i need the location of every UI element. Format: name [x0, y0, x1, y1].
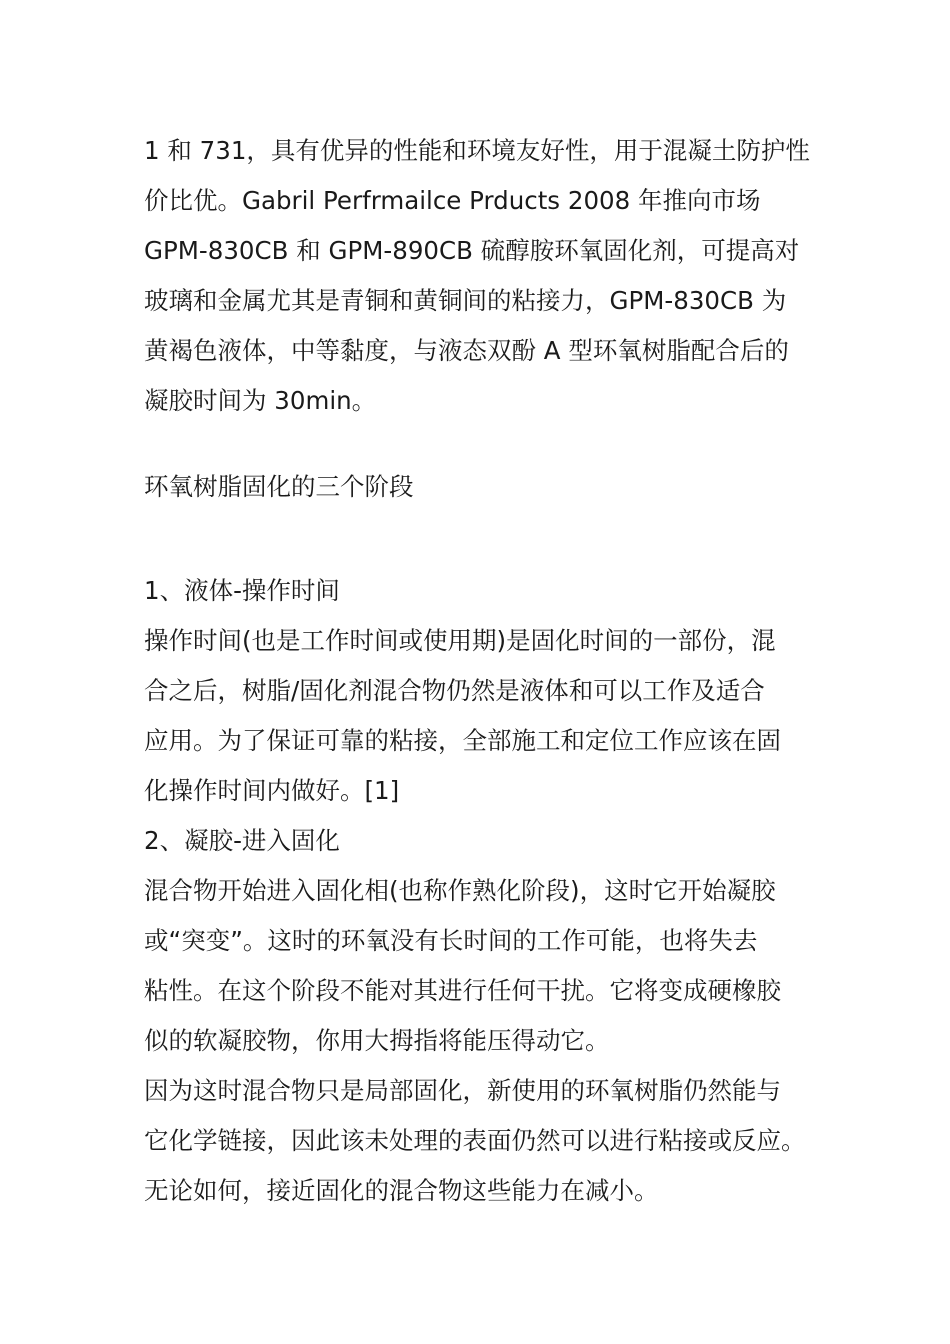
text-line: 或“突变”。这时的环氧没有长时间的工作可能，也将失去 [144, 926, 758, 955]
text-line: 似的软凝胶物，你用大拇指将能压得动它。 [144, 1026, 610, 1055]
text-line: 无论如何，接近固化的混合物这些能力在减小。 [144, 1176, 659, 1205]
stage-1 [144, 566, 834, 816]
stage-2 [144, 816, 834, 1216]
text-line: 玻璃和金属尤其是青铜和黄铜间的粘接力，GPM-830CB 为 [144, 286, 787, 315]
text-line: 1 和 731，具有优异的性能和环境友好性，用于混凝土防护性 [144, 136, 810, 165]
text-line: 粘性。在这个阶段不能对其进行任何干扰。它将变成硬橡胶 [144, 976, 781, 1005]
section-heading: 环氧树脂固化的三个阶段 [144, 472, 414, 501]
text-line: 合之后，树脂/固化剂混合物仍然是液体和可以工作及适合 [144, 676, 765, 705]
text-line: 凝胶时间为 30min。 [144, 386, 377, 415]
intro-paragraph [144, 126, 834, 426]
text-line: GPM-830CB 和 GPM-890CB 硫醇胺环氧固化剂，可提高对 [144, 236, 800, 265]
stage-title: 1、液体-操作时间 [144, 576, 340, 605]
text-line: 化操作时间内做好。[1] [144, 776, 400, 805]
text-line: 应用。为了保证可靠的粘接，全部施工和定位工作应该在固 [144, 726, 781, 755]
text-line: 因为这时混合物只是局部固化，新使用的环氧树脂仍然能与 [144, 1076, 781, 1105]
stage-title: 2、凝胶-进入固化 [144, 826, 340, 855]
text-line: 黄褐色液体，中等黏度，与液态双酚 A 型环氧树脂配合后的 [144, 336, 789, 365]
text-line: 混合物开始进入固化相(也称作熟化阶段)，这时它开始凝胶 [144, 876, 776, 905]
text-line: 它化学链接，因此该未处理的表面仍然可以进行粘接或反应。 [144, 1126, 806, 1155]
text-line: 价比优。Gabril Perfrmailce Prducts 2008 年推向市场 [144, 186, 761, 215]
text-line: 操作时间(也是工作时间或使用期)是固化时间的一部份，混 [144, 626, 776, 655]
document-body [144, 126, 834, 1216]
